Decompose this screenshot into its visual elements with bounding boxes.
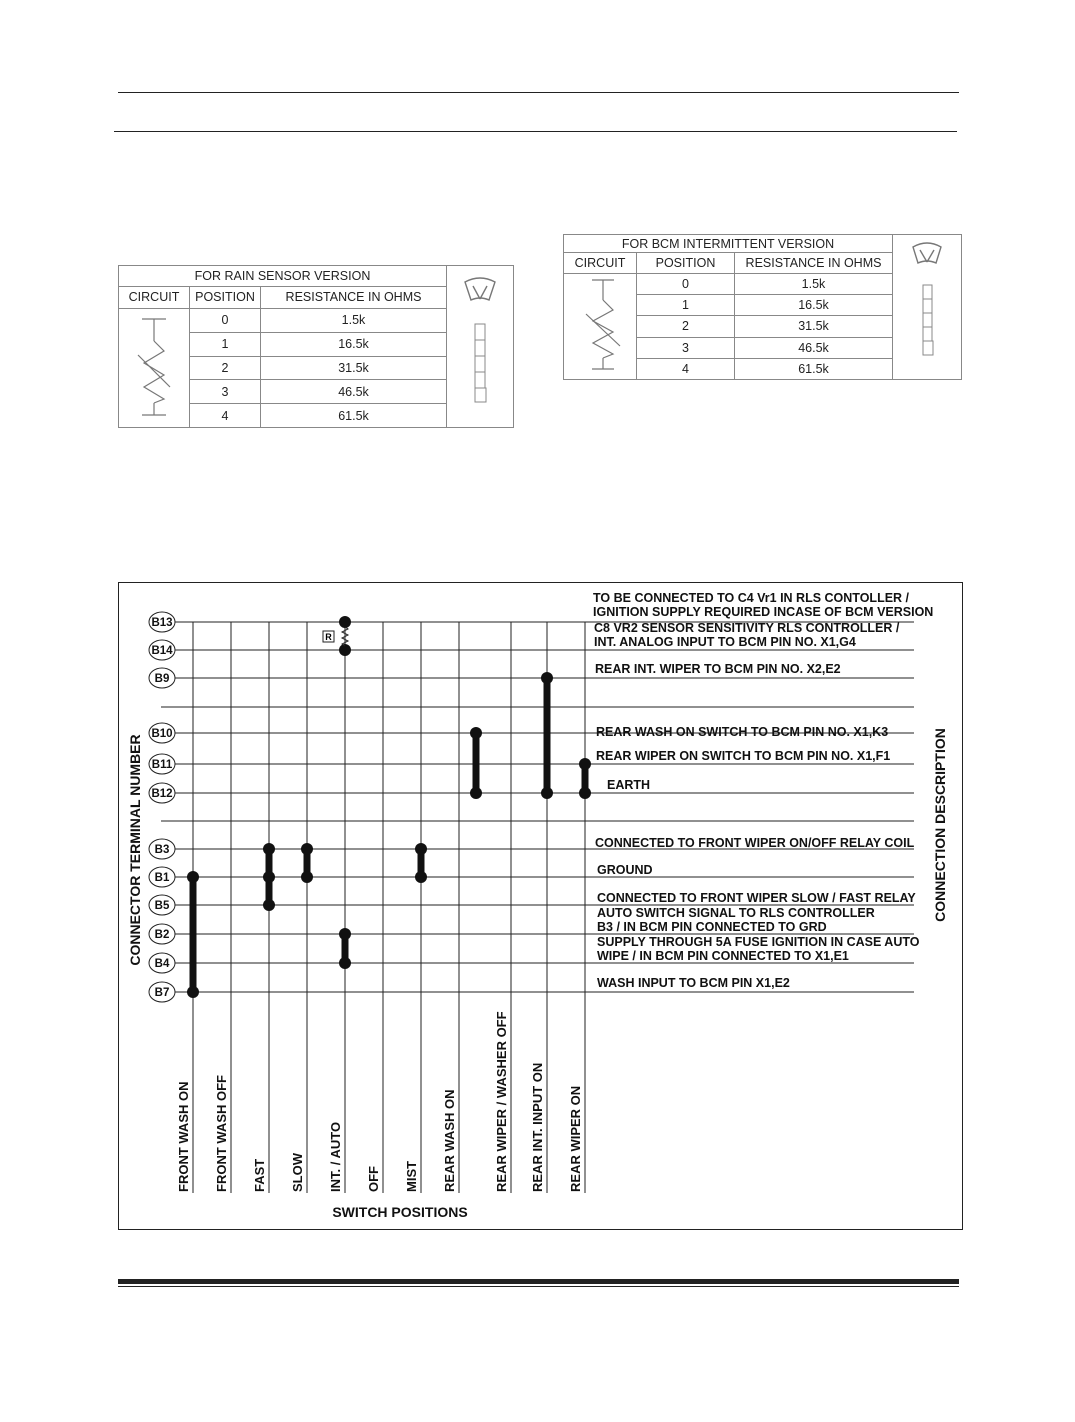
x-axis-label: SWITCH POSITIONS <box>332 1204 468 1220</box>
variable-resistor-symbol <box>570 274 630 376</box>
connection-description: IGNITION SUPPLY REQUIRED INCASE OF BCM VERSION <box>593 605 934 619</box>
connection-dot <box>470 787 482 799</box>
bcm-col-resistance: RESISTANCE IN OHMS <box>735 253 893 274</box>
connection-description: REAR WASH ON SWITCH TO BCM PIN NO. X1,K3 <box>596 725 889 739</box>
bcm-intermittent-table <box>563 234 962 380</box>
switch-position-label: INT. / AUTO <box>328 1121 343 1192</box>
connection-dot <box>301 871 313 883</box>
connection-description: CONNECTED TO FRONT WIPER ON/OFF RELAY COIL <box>595 836 915 850</box>
bcm-res-0: 1.5k <box>735 274 893 295</box>
connection-dot <box>263 871 275 883</box>
header-rule-top <box>118 92 959 93</box>
bcm-pos-3: 3 <box>637 337 735 358</box>
switch-connection-diagram <box>118 582 963 1230</box>
connection-description: AUTO SWITCH SIGNAL TO RLS CONTROLLER <box>597 906 875 920</box>
connection-dot <box>470 727 482 739</box>
switch-position-label: FRONT WASH OFF <box>214 1075 229 1192</box>
connection-description: WASH INPUT TO BCM PIN X1,E2 <box>597 976 790 990</box>
terminal-label-b10: B10 <box>151 728 173 740</box>
rain-pos-4: 4 <box>190 404 261 428</box>
terminal-labels <box>149 612 175 1002</box>
connection-descriptions <box>593 591 933 990</box>
bcm-res-3: 46.5k <box>735 337 893 358</box>
terminal-label-b2: B2 <box>154 929 170 941</box>
windscreen-wiper-icon <box>893 235 961 363</box>
bcm-res-1: 16.5k <box>735 295 893 316</box>
right-axis-label: CONNECTION DESCRIPTION <box>932 728 948 922</box>
terminal-label-b3: B3 <box>154 844 170 856</box>
connection-description: WIPE / IN BCM PIN CONNECTED TO X1,E1 <box>597 949 849 963</box>
bcm-table-icon-cell <box>893 235 962 380</box>
resistor-marker <box>323 627 348 646</box>
y-axis-label: CONNECTOR TERMINAL NUMBER <box>127 734 143 966</box>
connection-dot <box>339 957 351 969</box>
bcm-res-4: 61.5k <box>735 358 893 379</box>
rain-col-position: POSITION <box>190 286 261 309</box>
bcm-col-position: POSITION <box>637 253 735 274</box>
rain-res-1: 16.5k <box>261 332 447 356</box>
connection-description: CONNECTED TO FRONT WIPER SLOW / FAST RELAY <box>597 891 916 905</box>
connection-description: INT. ANALOG INPUT TO BCM PIN NO. X1,G4 <box>594 635 856 649</box>
terminal-label-b13: B13 <box>151 617 173 629</box>
connection-dot <box>263 899 275 911</box>
bcm-pos-0: 0 <box>637 274 735 295</box>
connection-description: GROUND <box>597 863 653 877</box>
connection-description: REAR WIPER ON SWITCH TO BCM PIN NO. X1,F1 <box>596 749 891 763</box>
footer-rule-thick <box>118 1279 959 1284</box>
rain-circuit-cell <box>119 309 190 428</box>
connection-description: SUPPLY THROUGH 5A FUSE IGNITION IN CASE AUTO <box>597 935 920 949</box>
connection-dot <box>579 758 591 770</box>
bcm-res-2: 31.5k <box>735 316 893 337</box>
windscreen-wiper-icon <box>447 266 513 406</box>
rain-res-4: 61.5k <box>261 404 447 428</box>
connection-dot <box>301 843 313 855</box>
bcm-pos-2: 2 <box>637 316 735 337</box>
switch-position-label: SLOW <box>290 1153 305 1192</box>
connection-dot <box>263 843 275 855</box>
connection-dot <box>339 616 351 628</box>
diagram-canvas <box>119 583 964 1231</box>
rain-pos-0: 0 <box>190 309 261 333</box>
rain-pos-3: 3 <box>190 380 261 404</box>
switch-position-label: REAR WIPER ON <box>568 1085 583 1192</box>
rain-res-2: 31.5k <box>261 356 447 380</box>
connection-dot <box>187 871 199 883</box>
connection-dot <box>339 928 351 940</box>
switch-position-label: REAR WASH ON <box>442 1089 457 1192</box>
connection-dot <box>187 986 199 998</box>
bcm-pos-4: 4 <box>637 358 735 379</box>
switch-position-label: REAR WIPER / WASHER OFF <box>494 1011 509 1192</box>
bcm-circuit-cell <box>564 274 637 380</box>
switch-position-label: MIST <box>404 1160 419 1192</box>
rain-res-3: 46.5k <box>261 380 447 404</box>
rain-res-0: 1.5k <box>261 309 447 333</box>
rain-col-resistance: RESISTANCE IN OHMS <box>261 286 447 309</box>
header-rule-bottom <box>114 131 957 132</box>
switch-position-label: FAST <box>252 1158 267 1192</box>
connection-description: TO BE CONNECTED TO C4 Vr1 IN RLS CONTOLLER / <box>593 591 910 605</box>
rain-table-icon-cell <box>447 266 514 428</box>
rain-pos-2: 2 <box>190 356 261 380</box>
terminal-label-b5: B5 <box>154 900 170 912</box>
rain-sensor-table <box>118 265 514 428</box>
terminal-label-b12: B12 <box>151 788 173 800</box>
terminal-label-b9: B9 <box>154 673 170 685</box>
terminal-label-b1: B1 <box>154 872 170 884</box>
connection-description: REAR INT. WIPER TO BCM PIN NO. X2,E2 <box>595 662 841 676</box>
footer-rule-thin <box>118 1286 959 1287</box>
terminal-label-b11: B11 <box>151 759 173 771</box>
switch-position-labels <box>176 1011 583 1192</box>
resistor-marker-label: R <box>325 632 332 642</box>
connection-description: B3 / IN BCM PIN CONNECTED TO GRD <box>597 920 827 934</box>
variable-resistor-symbol <box>124 311 184 423</box>
connection-dot <box>541 787 553 799</box>
terminal-label-b7: B7 <box>154 987 170 999</box>
connection-description: C8 VR2 SENSOR SENSITIVITY RLS CONTROLLER / <box>594 621 900 635</box>
diagram-connections <box>187 616 591 998</box>
rain-col-circuit: CIRCUIT <box>119 286 190 309</box>
rain-table-title: FOR RAIN SENSOR VERSION <box>119 266 447 287</box>
connection-dot <box>541 672 553 684</box>
connection-dot <box>415 871 427 883</box>
terminal-label-b14: B14 <box>151 645 173 657</box>
rain-pos-1: 1 <box>190 332 261 356</box>
terminal-label-b4: B4 <box>154 958 170 970</box>
connection-dot <box>415 843 427 855</box>
connection-description: EARTH <box>607 778 651 792</box>
switch-position-label: OFF <box>366 1166 381 1192</box>
bcm-pos-1: 1 <box>637 295 735 316</box>
connection-dot <box>579 787 591 799</box>
switch-position-label: FRONT WASH ON <box>176 1081 191 1192</box>
bcm-col-circuit: CIRCUIT <box>564 253 637 274</box>
bcm-table-title: FOR BCM INTERMITTENT VERSION <box>564 235 893 253</box>
switch-position-label: REAR INT. INPUT ON <box>530 1062 545 1192</box>
